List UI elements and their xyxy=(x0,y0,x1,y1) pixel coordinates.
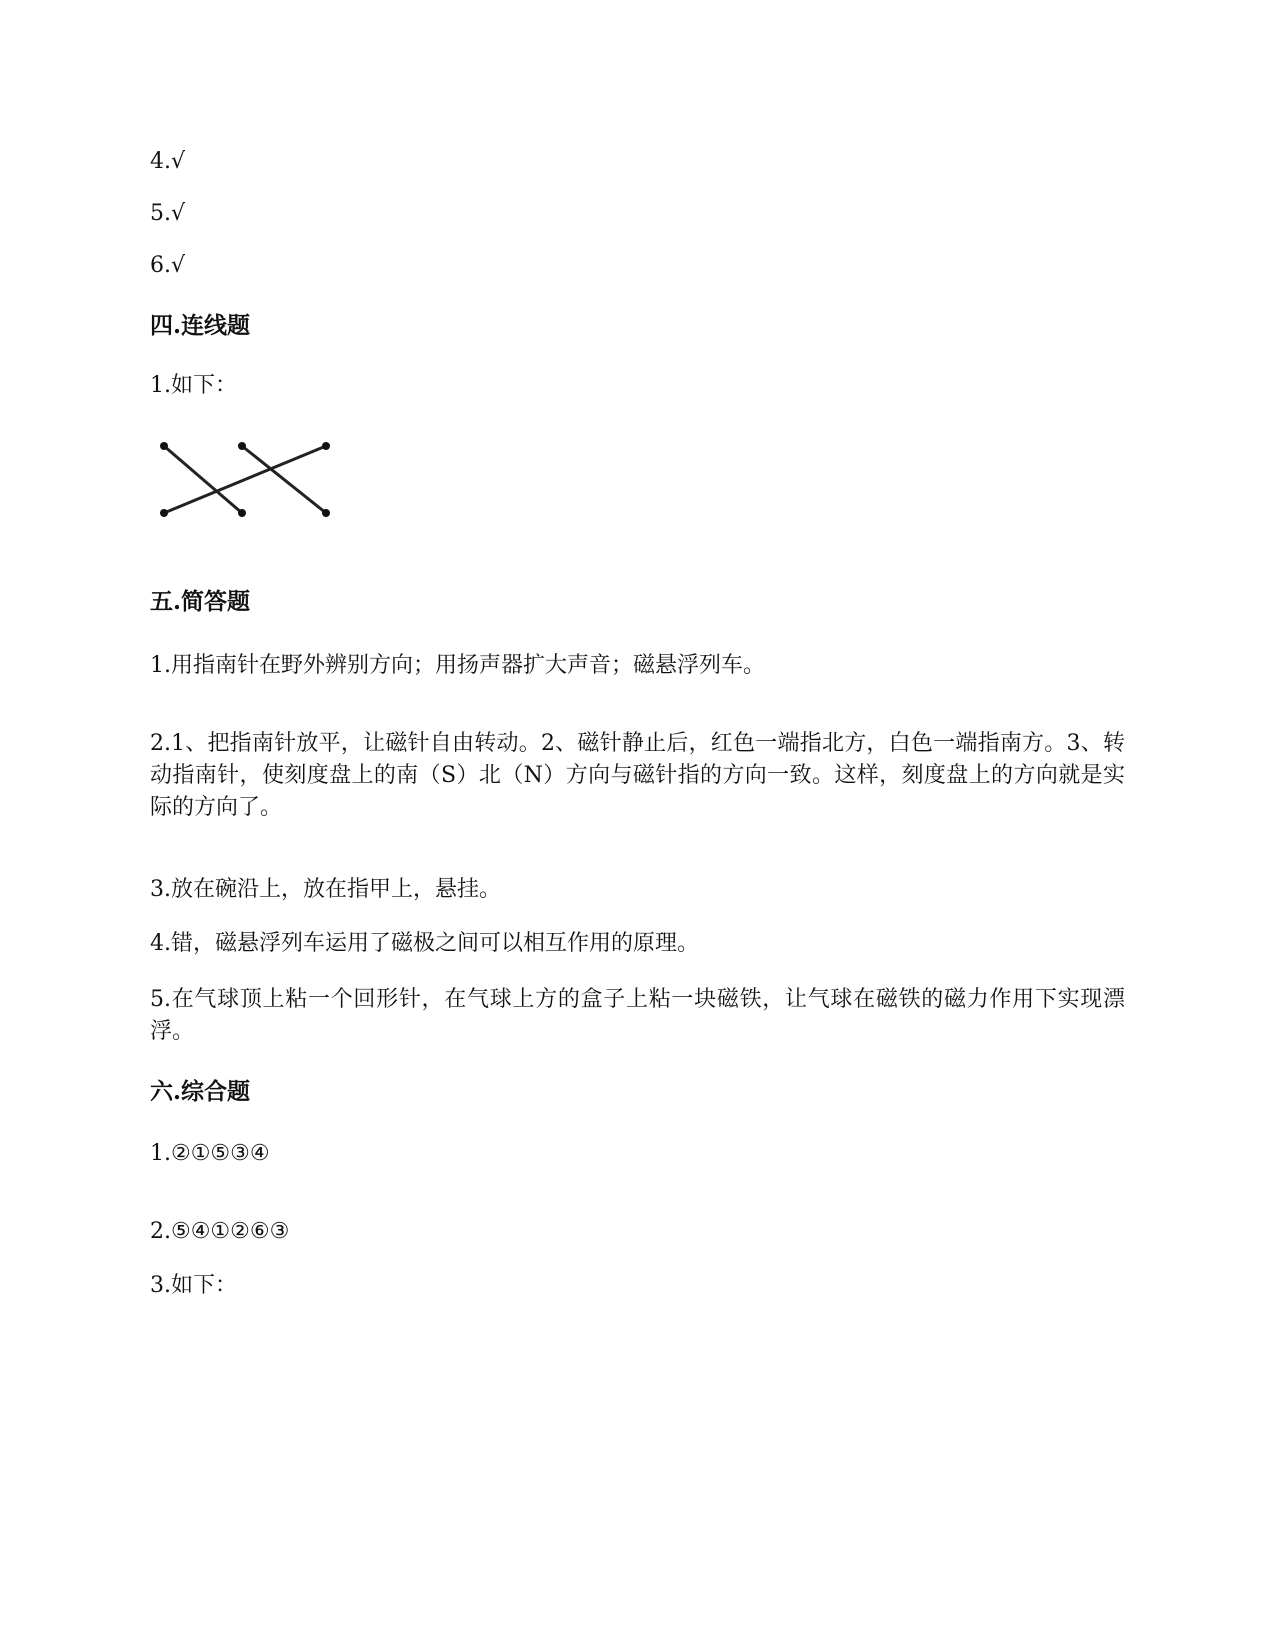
match-dot xyxy=(160,509,168,517)
short-answer-5: 5.在气球顶上粘一个回形针，在气球上方的盒子上粘一块磁铁，让气球在磁铁的磁力作用下实现漂浮。 xyxy=(150,987,1125,1044)
answer-6: 6.√ xyxy=(150,253,186,278)
short-answer-2: 2.1、把指南针放平，让磁针自由转动。2、磁针静止后，红色一端指北方，白色一端指南方。3、转动指南针，使刻度盘上的南（S）北（N）方向与磁针指的方向一致。这样，刻度盘上的方向就是实际的方向了。 xyxy=(150,731,1125,820)
answer-4: 4.√ xyxy=(150,149,186,174)
match-line xyxy=(164,446,326,513)
match-line xyxy=(164,446,242,513)
match-dot xyxy=(238,442,246,450)
short-answer-3: 3.放在碗沿上，放在指甲上，悬挂。 xyxy=(150,877,501,902)
section-heading-short-answer: 五.简答题 xyxy=(150,588,251,615)
comprehensive-answer-2: 2.⑤④①②⑥③ xyxy=(150,1219,290,1244)
matching-lines-diagram xyxy=(150,440,340,530)
short-answer-1: 1.用指南针在野外辨别方向；用扬声器扩大声音；磁悬浮列车。 xyxy=(150,653,765,678)
section-heading-matching: 四.连线题 xyxy=(150,312,251,339)
match-dot xyxy=(238,509,246,517)
comprehensive-answer-3: 3.如下： xyxy=(150,1273,237,1298)
match-dot xyxy=(322,509,330,517)
section-heading-comprehensive: 六.综合题 xyxy=(150,1078,251,1105)
match-dot xyxy=(160,442,168,450)
matching-answer-1: 1.如下： xyxy=(150,373,237,398)
match-line xyxy=(242,446,326,513)
comprehensive-answer-1: 1.②①⑤③④ xyxy=(150,1141,270,1166)
answer-5: 5.√ xyxy=(150,201,186,226)
short-answer-4: 4.错，磁悬浮列车运用了磁极之间可以相互作用的原理。 xyxy=(150,931,699,956)
match-dot xyxy=(322,442,330,450)
